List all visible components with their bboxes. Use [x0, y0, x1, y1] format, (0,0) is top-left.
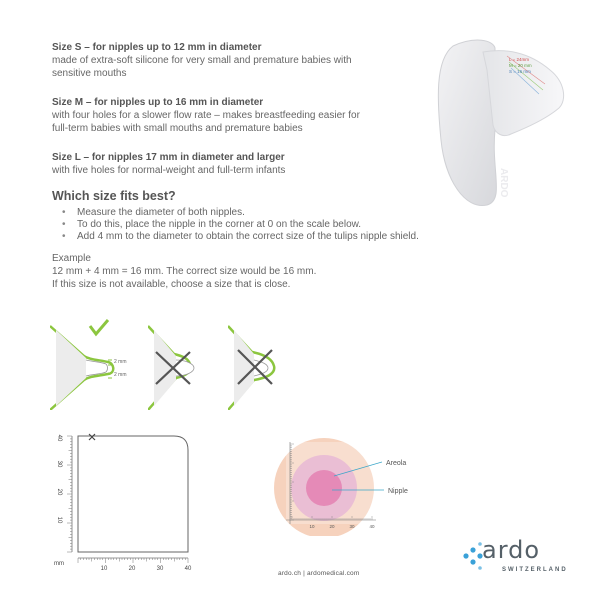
size-l-title: Size L – for nipples 17 mm in diameter and larger: [52, 152, 285, 163]
size-s-desc-1: made of extra-soft silicone for very small and premature babies with: [52, 55, 352, 66]
example-block: [52, 252, 472, 291]
fit-diagram-too-large: [228, 318, 298, 410]
measuring-scale: [46, 428, 206, 576]
scale-y-tick: 20: [56, 488, 62, 496]
scale-x-tick: 20: [128, 566, 136, 572]
scale-x-tick: 40: [184, 566, 192, 572]
logo-dot-icon: [478, 566, 482, 570]
logo-dot-icon: [470, 547, 475, 552]
step-item: • Measure the diameter of both nipples.: [62, 207, 522, 219]
shield-label-l: L = 24mm: [509, 57, 529, 62]
logo-tagline: SWITZERLAND: [502, 567, 568, 573]
scale-y-tick: 10: [56, 516, 62, 524]
size-m-desc-1: with four holes for a slower flow rate – makes breastfeeding easier for: [52, 110, 360, 121]
example-line-1: 12 mm + 4 mm = 16 mm. The correct size would be 16 mm.: [52, 266, 317, 277]
size-s-title: Size S – for nipples up to 12 mm in diameter: [52, 42, 262, 53]
footer-website-link[interactable]: ardo.ch | ardomedical.com: [278, 570, 360, 577]
shield-label-m: M = 20 mm: [509, 63, 532, 68]
size-l-desc-1: with five holes for normal-weight and full-term infants: [52, 165, 286, 176]
example-line-2: If this size is not available, choose a size that is close.: [52, 279, 291, 290]
size-s-block: [52, 41, 412, 80]
gap-label-bottom: 2 mm: [114, 372, 127, 378]
scale-x-tick: 10: [100, 566, 108, 572]
step-item: • To do this, place the nipple in the corner at 0 on the scale below.: [62, 219, 522, 231]
size-m-title: Size M – for nipples up to 16 mm in diameter: [52, 97, 264, 108]
size-l-block: [52, 151, 412, 177]
areola-label: Areola: [386, 460, 407, 467]
gap-label-top: 2 mm: [114, 359, 127, 365]
shield-embossed-logo: ARDO: [498, 168, 509, 198]
areola-diagram: [272, 436, 432, 536]
scale-unit: mm: [54, 561, 64, 567]
fit-diagram-correct: [50, 318, 140, 410]
scale-y-tick: 40: [56, 434, 62, 442]
size-s-desc-2: sensitive mouths: [52, 68, 127, 79]
areola-tick: 30: [349, 524, 355, 529]
example-title: Example: [52, 253, 91, 264]
logo-dot-icon: [470, 559, 475, 564]
size-m-desc-2: full-term babies with small mouths and premature babies: [52, 123, 303, 134]
nipple-label: Nipple: [388, 488, 408, 495]
areola-tick: 10: [309, 524, 315, 529]
logo-dot-icon: [463, 553, 468, 558]
areola-tick: 40: [369, 524, 375, 529]
size-m-block: [52, 96, 412, 135]
zero-corner-mark: [89, 434, 95, 440]
fit-diagram-too-small: [148, 318, 218, 410]
which-size-heading: Which size fits best?: [52, 189, 176, 203]
logo-wordmark: ardo: [482, 536, 541, 564]
areola-tick: 20: [329, 524, 335, 529]
scale-y-tick: 30: [56, 460, 62, 468]
check-icon: [90, 320, 108, 334]
nipple-shield-image: [425, 30, 585, 215]
step-item: • Add 4 mm to the diameter to obtain the correct size of the tulips nipple shield.: [62, 231, 522, 243]
shield-label-s: S = 16 mm: [509, 69, 531, 74]
scale-x-tick: 30: [156, 566, 164, 572]
